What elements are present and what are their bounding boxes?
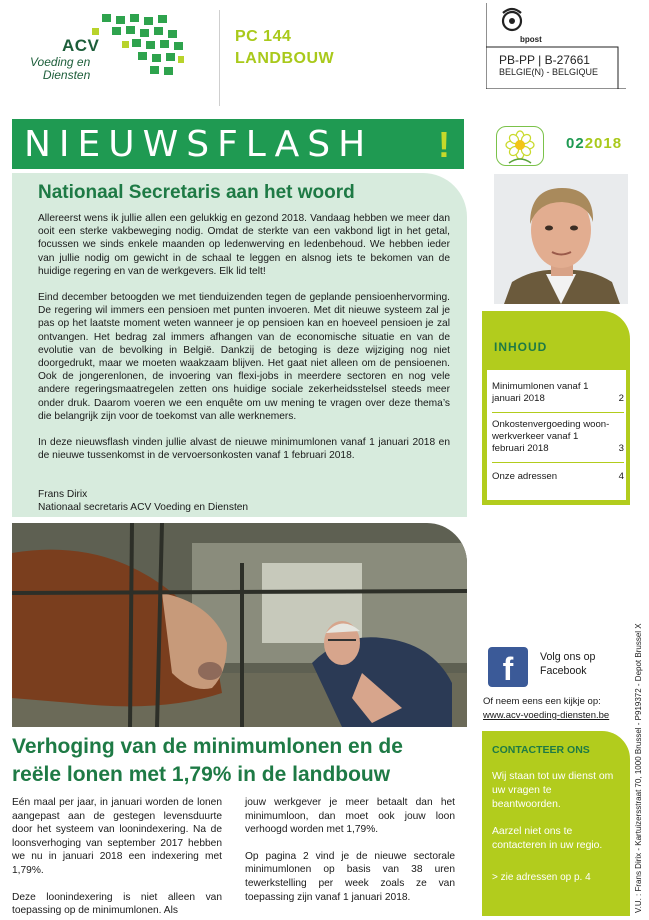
toc-item-page: 3 — [618, 443, 624, 454]
pc-label — [235, 26, 334, 70]
banner-title: NIEUWSFLASH — [24, 124, 374, 165]
contact-title: CONTACTEER ONS — [492, 744, 590, 756]
portrait-photo — [494, 174, 628, 304]
toc-title: INHOUD — [494, 340, 548, 354]
toc-item[interactable] — [492, 381, 624, 405]
contact-paragraph: Aarzel niet ons te contacteren in uw regio. — [492, 826, 603, 851]
headline-line1: Verhoging van de minimumlonen en de — [12, 735, 403, 758]
flower-icon — [497, 127, 543, 165]
article-paragraph: jouw werkgever je meer betaalt dan het minimumloon, dan moet ook jouw loon verhoogd worden met 1,79%. — [245, 797, 455, 836]
flower-emblem — [496, 126, 544, 166]
headline-line2: reële lonen met 1,79% in de landbouw — [12, 763, 391, 786]
article-column-2 — [245, 796, 455, 917]
toc-separator — [492, 462, 624, 463]
article-paragraph: Op pagina 2 vind je de nieuwe sectorale minimumlonen op basis van 38 uren tewerkstelling per week zoals ze van toepassing zijn vanaf 1 januari 2018. — [245, 850, 455, 903]
bpost-icon — [503, 9, 521, 30]
signature-role: Nationaal secretaris ACV Voeding en Diensten — [38, 502, 249, 514]
toc-separator — [492, 412, 624, 413]
bpost-label: bpost — [520, 35, 542, 44]
editorial-signature — [38, 488, 248, 514]
editorial-body — [38, 212, 450, 475]
logo-acv-text: ACV — [62, 36, 100, 55]
signature-name: Frans Dirix — [38, 489, 88, 500]
toc-item-label: Onkostenvergoeding woon-werkverkeer vanaf 1 februari 2018 — [492, 419, 610, 454]
toc-item-label: Onze adressen — [492, 471, 558, 482]
contact-paragraph: Wij staan tot uw dienst om uw vragen te beantwoorden. — [492, 771, 614, 810]
facebook-follow-line2: Facebook — [540, 665, 587, 677]
article-paragraph: Deze loonindexering is niet alleen van toepassing op de minimumlonen. Als — [12, 891, 222, 917]
logo-subtitle — [30, 56, 90, 82]
toc-item-page: 2 — [618, 393, 624, 404]
editorial-paragraph: Eind december betoogden we met tienduizenden tegen de geplande pensioenhervorming. De regering wil immers een pensioen met punten invoeren. Met dit nieuwe systeem zal je pas op het laatste moment weten wanneer je op pensioen kan en hoeveel pensioen je zal ontvangen. Het bedrag zal immers afhangen van de economische situatie en van de evolutie van de bevolking in België. Dankzij de betoging is deze wijziging nog niet doorgedrukt, maar we moeten waakzaam blijven. Het gaat niet alleen om de pensioenen. Ook de jongerenlonen, de invoering van flexi-jobs in meerdere sectoren en nog vele andere regeringsmaatregelen zetten ons huidige sociale zekerheidsstelsel steeds meer onder druk. Daarom voeren we een enquête om uw mening te vragen over deze thema’s die belangrijk zijn voor de toekomst van alle werknemers. — [38, 292, 450, 422]
article-paragraph: Eén maal per jaar, in januari worden de lonen aangepast aan de gestegen levensduurte door het systeem van loonindexering. Na de loonsverhoging van september 2017 hebben we nu in januari 2018 een indexering met 1,79%. — [12, 797, 222, 876]
website-intro: Of neem eens een kijkje op: — [483, 696, 601, 707]
header-divider — [219, 10, 220, 106]
article-column-1 — [12, 796, 222, 920]
website-link[interactable]: www.acv-voeding-diensten.be — [483, 710, 610, 721]
edition-number: 02 — [566, 135, 585, 152]
pc-sector: LANDBOUW — [235, 50, 335, 67]
banner-exclaim: ! — [438, 124, 450, 165]
toc-item[interactable] — [492, 471, 624, 483]
acv-logo-grid — [92, 14, 184, 76]
editorial-paragraph: Allereerst wens ik jullie allen een gelukkig en gezond 2018. Vandaag hebben we meer dan ooit een sterke vakbeweging nodig. Omdat de sterkte van een vakbond ligt in het getal, focussen we sinds enkele maanden op ledenwerving en ledenbehoud. We hebben ieder van jullie nodig om gewicht in de schaal te leggen en alsnog iets te bekomen van de huidige regering en van de werkgevers. Elk lid telt! — [38, 213, 450, 277]
editorial-paragraph: In deze nieuwsflash vinden jullie alvast de nieuwe minimumlonen vanaf 1 januari 2018 en de nieuwe tussenkomst in de vervoersonkosten vanaf 1 februari 2018. — [38, 437, 450, 462]
facebook-follow[interactable] — [540, 650, 595, 678]
edition-year: 2018 — [584, 135, 623, 152]
contact-text — [492, 770, 622, 866]
toc-item-label: Minimumlonen vanaf 1 januari 2018 — [492, 381, 589, 404]
edition-label — [566, 135, 622, 152]
facebook-follow-line1: Volg ons op — [540, 651, 596, 663]
logo-sub-line2: Diensten — [42, 68, 91, 82]
logo-sub-line1: Voeding en — [30, 55, 91, 69]
toc-item[interactable] — [492, 419, 624, 455]
postage-country: BELGIE(N) - BELGIQUE — [499, 67, 599, 77]
postage-permit: PB-PP | B-27661 — [499, 53, 590, 67]
pc-number: PC 144 — [235, 28, 292, 45]
facebook-icon[interactable]: f — [488, 647, 528, 687]
contact-addresses-link[interactable]: > zie adressen op p. 4 — [492, 872, 591, 883]
article-headline — [12, 733, 467, 789]
farm-photo — [12, 523, 467, 727]
editorial-title: Nationaal Secretaris aan het woord — [38, 182, 355, 203]
colophon: V.U. : Frans Dirix - Kartuizersstraat 70, 1000 Brussel - P919372 - Depot Brussel X — [634, 623, 643, 913]
toc-item-page: 4 — [618, 471, 624, 482]
